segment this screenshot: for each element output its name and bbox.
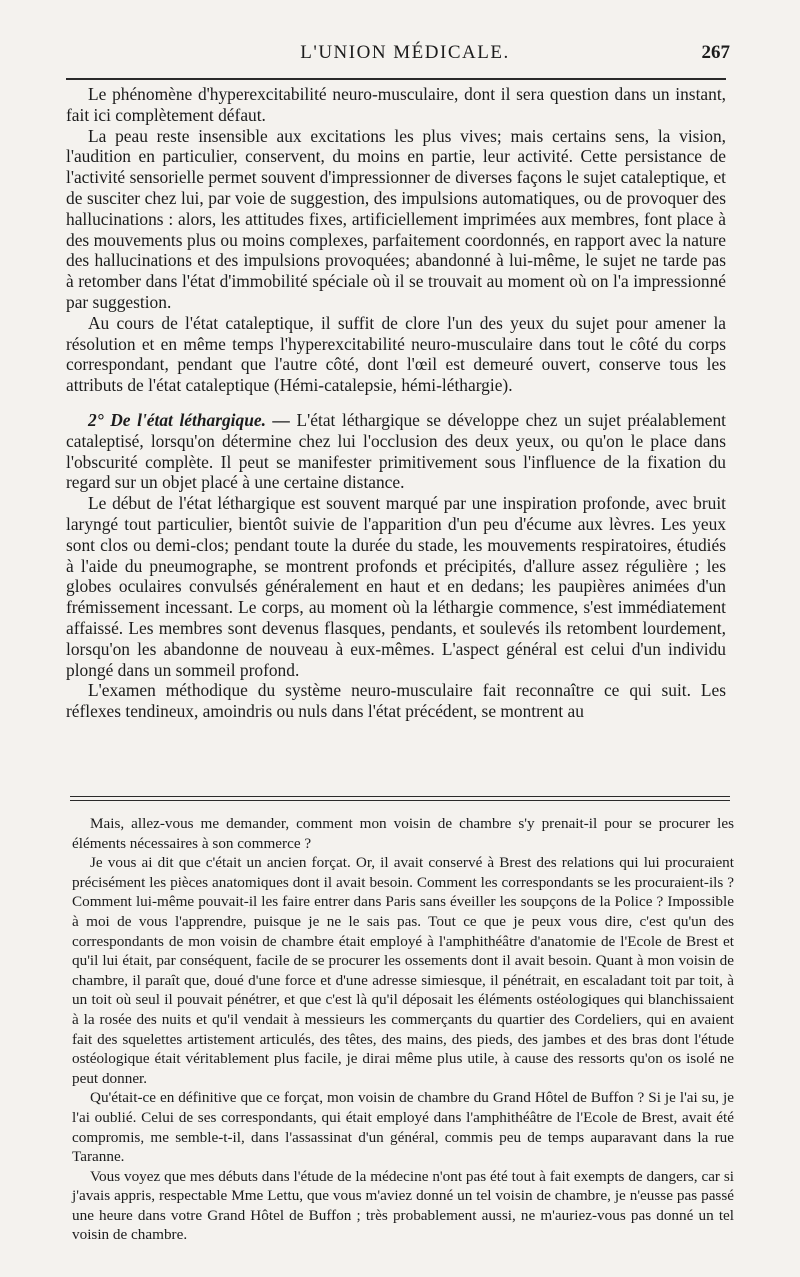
feuilleton-text <box>72 814 734 1245</box>
main-paragraph: La peau reste insensible aux excitations les plus vives; mais certains sens, la vision, l'audition en particulier, conservent, du moins en partie, leur activité. Cette persistance de l'activité sensorielle permet souvent d'impressionner de diverses façons le sujet cataleptique, et de susciter chez lui, par voie de suggestion, des impulsions automatiques, ou de provoquer des hallucinations : alors, les attitudes fixes, artificiellement imprimées aux membres, font place à des mouvements plus ou moins complexes, parfaitement coordonnés, en rapport avec la nature des hallucinations et des impulsions provoquées; abandonné à lui-même, le sujet ne tarde pas à retomber dans l'état d'immobilité spéciale où il se trouvait au moment où on l'a impressionné par suggestion. <box>66 125 726 312</box>
running-title: L'UNION MÉDICALE. <box>300 42 510 63</box>
feuilleton-paragraph: Vous voyez que mes débuts dans l'étude de la médecine n'ont pas été tout à fait exempts de dangers, car si j'avais appris, respectable Mme Lettu, que vous m'aviez donné un tel voisin de chambre, je n'eusse pas passé une heure dans votre Grand Hôtel de Buffon ; très probablement aussi, ne m'auriez-vous pas donné un tel voisin de chambre. <box>72 1167 734 1244</box>
feuilleton-paragraph: Qu'était-ce en définitive que ce forçat, mon voisin de chambre du Grand Hôtel de Buffon ? Si je l'ai su, je l'ai oublié. Celui de ses correspondants, qui était employé dans l'amphithéâtre de l'Ecole de Brest, avait été compromis, me semble-t-il, dans l'assassinat d'un général, commis peu de temps auparavant dans la rue Taranne. <box>72 1089 734 1166</box>
feuilleton-paragraph: Mais, allez-vous me demander, comment mon voisin de chambre s'y prenait-il pour se procurer les éléments nécessaires à son commerce ? <box>72 815 734 852</box>
main-paragraph: Le début de l'état léthargique est souvent marqué par une inspiration profonde, avec bruit laryngé tout particulier, bientôt suivie de l'apparition d'un peu d'écume aux lèvres. Les yeux sont clos ou demi-clos; pendant toute la durée du stade, les mouvements respiratoires, étudiés à l'aide du pneumographe, se montrent profonds et précipités, d'allure assez régulière ; les globes oculaires convulsés généralement en haut et en dedans; les paupières animées d'un frémissement incessant. Le corps, au moment où la léthargie commence, s'est immédiatement affaissé. Les membres sont devenus flasques, pendants, et soulevés ils retombent lourdement, lorsqu'on les abandonne de nouveau à eux-mêmes. L'aspect général est celui d'un individu plongé dans un sommeil profond. <box>66 493 726 680</box>
main-paragraph-section <box>66 410 726 493</box>
page-number: 267 <box>701 42 730 63</box>
header-rule <box>66 78 726 80</box>
feuilleton-paragraph: Je vous ai dit que c'était un ancien forçat. Or, il avait conservé à Brest des relations qui lui procuraient précisément les pièces anatomiques dont il avait besoin. Comment les correspondants se les procuraient-ils ? Comment lui-même pouvait-il les faire entrer dans Paris sans éveiller les soupçons de la Police ? Impossible à moi de vous l'apprendre, puisque je ne le sais pas. Tout ce que je peux vous dire, c'est qu'un des correspondants de mon voisin de chambre était employé à l'amphithéâtre d'anatomie de l'Ecole de Brest et qu'il lui était, par conséquent, facile de se procurer les ossements dont il avait besoin. Quant à mon voisin de chambre, il paraît que, doué d'une force et d'une adresse simiesque, il pénétrait, en escaladant toit par toit, à un toit où seul il pouvait pénétrer, et que c'est là qu'il déposait les éléments ostéologiques qui blanchissaient à la rosée des nuits et qu'il vendait à messieurs les commerçants du quartier des Cordeliers, qui en avaient fait des squelettes artistement articulés, des têtes, des mains, des pieds, des jambes et des bras dont l'étude ostéologique était véritablement plus facile, je dirai même plus utile, à cause des ressorts qu'on os isolé ne peut donner. <box>72 854 734 1087</box>
main-paragraph: L'examen méthodique du système neuro-musculaire fait reconnaître ce qui suit. Les réflexes tendineux, amoindris ou nuls dans l'état précédent, se montrent au <box>66 680 726 722</box>
section-text: L'état léthargique se développe chez un sujet préalablement cataleptisé, lorsqu'on détermine chez lui l'occlusion des deux yeux, ou qu'on le place dans l'obscurité complète. Il peut se manifester primitivement sous l'influence de la fixation du regard sur un objet placé à une certaine distance. <box>66 409 726 493</box>
main-paragraph: Le phénomène d'hyperexcitabilité neuro-musculaire, dont il sera question dans un instant, fait ici complètement défaut. <box>66 84 726 125</box>
main-paragraph: Au cours de l'état cataleptique, il suffit de clore l'un des yeux du sujet pour amener la résolution et en même temps l'hyperexcitabilité neuro-musculaire dans tout le côté du corps correspondant, pendant que l'autre côté, dont l'œil est demeuré ouvert, conserve tous les attributs de l'état cataleptique (Hémi-catalepsie, hémi-léthargie). <box>66 312 726 396</box>
feuilleton-rule <box>70 796 730 801</box>
main-text <box>66 84 726 722</box>
running-head <box>80 40 730 70</box>
section-title: 2° De l'état léthargique. — <box>88 409 290 430</box>
